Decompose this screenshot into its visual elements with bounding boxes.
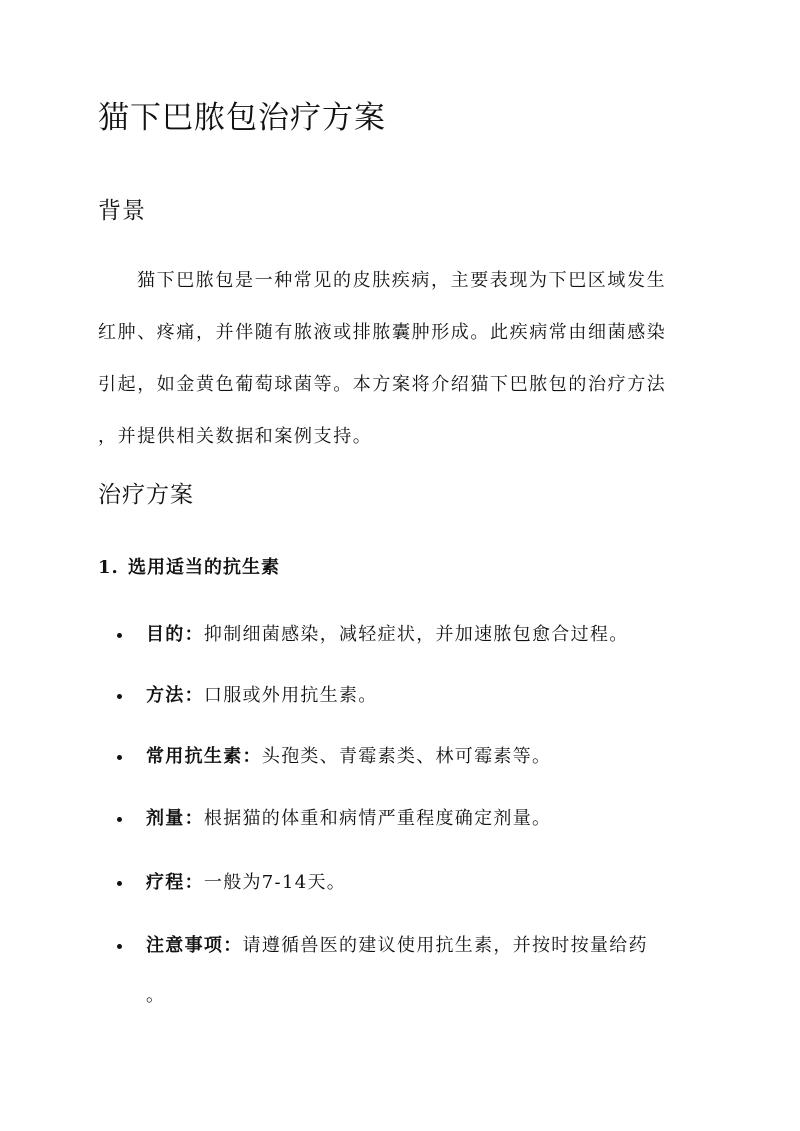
item-text: 请遵循兽医的建议使用抗生素，并按时按量给药	[242, 935, 648, 956]
item-text: 一般为7-14天。	[203, 872, 347, 893]
paragraph-line: 引起，如金黄色葡萄球菌等。本方案将介绍猫下巴脓包的治疗方法	[98, 374, 667, 395]
paragraph-line: ，并提供相关数据和案例支持。	[98, 426, 373, 447]
list-item-content	[146, 679, 378, 713]
treatment-heading: 治疗方案	[98, 482, 194, 508]
item-label: 方法：	[146, 685, 204, 706]
item-text: 口服或外用抗生素。	[203, 685, 378, 706]
item-label: 常用抗生素：	[146, 746, 262, 767]
bullet-icon	[117, 755, 122, 760]
item-text: 头孢类、青霉素类、林可霉素等。	[261, 746, 552, 767]
bullet-icon	[117, 817, 122, 822]
list-item-content	[146, 866, 346, 900]
item-label: 注意事项：	[146, 935, 243, 956]
bullet-icon	[117, 944, 122, 949]
document-title: 猫下巴脓包治疗方案	[98, 100, 386, 136]
bullet-icon	[117, 633, 122, 638]
paragraph-line: 猫下巴脓包是一种常见的皮肤疾病，主要表现为下巴区域发生	[137, 270, 667, 291]
list-item-content	[146, 740, 551, 774]
list-item-content	[146, 802, 551, 836]
item-label: 剂量：	[146, 808, 204, 829]
item-label: 疗程：	[146, 872, 204, 893]
bullet-icon	[117, 694, 122, 699]
paragraph-line: 红肿、疼痛，并伴随有脓液或排脓囊肿形成。此疾病常由细菌感染	[98, 322, 667, 343]
list-item-content	[146, 618, 629, 652]
step-title: 选用适当的抗生素	[128, 557, 280, 578]
step-heading	[98, 551, 280, 585]
bullet-icon	[117, 881, 122, 886]
item-text: 根据猫的体重和病情严重程度确定剂量。	[203, 808, 552, 829]
background-paragraph	[98, 262, 708, 470]
background-heading: 背景	[98, 198, 146, 224]
item-text-continuation: 。	[146, 985, 166, 1006]
step-number: 1.	[98, 557, 119, 578]
list-item-content	[146, 929, 648, 963]
item-text: 抑制细菌感染，减轻症状，并加速脓包愈合过程。	[203, 624, 629, 645]
item-label: 目的：	[146, 624, 204, 645]
